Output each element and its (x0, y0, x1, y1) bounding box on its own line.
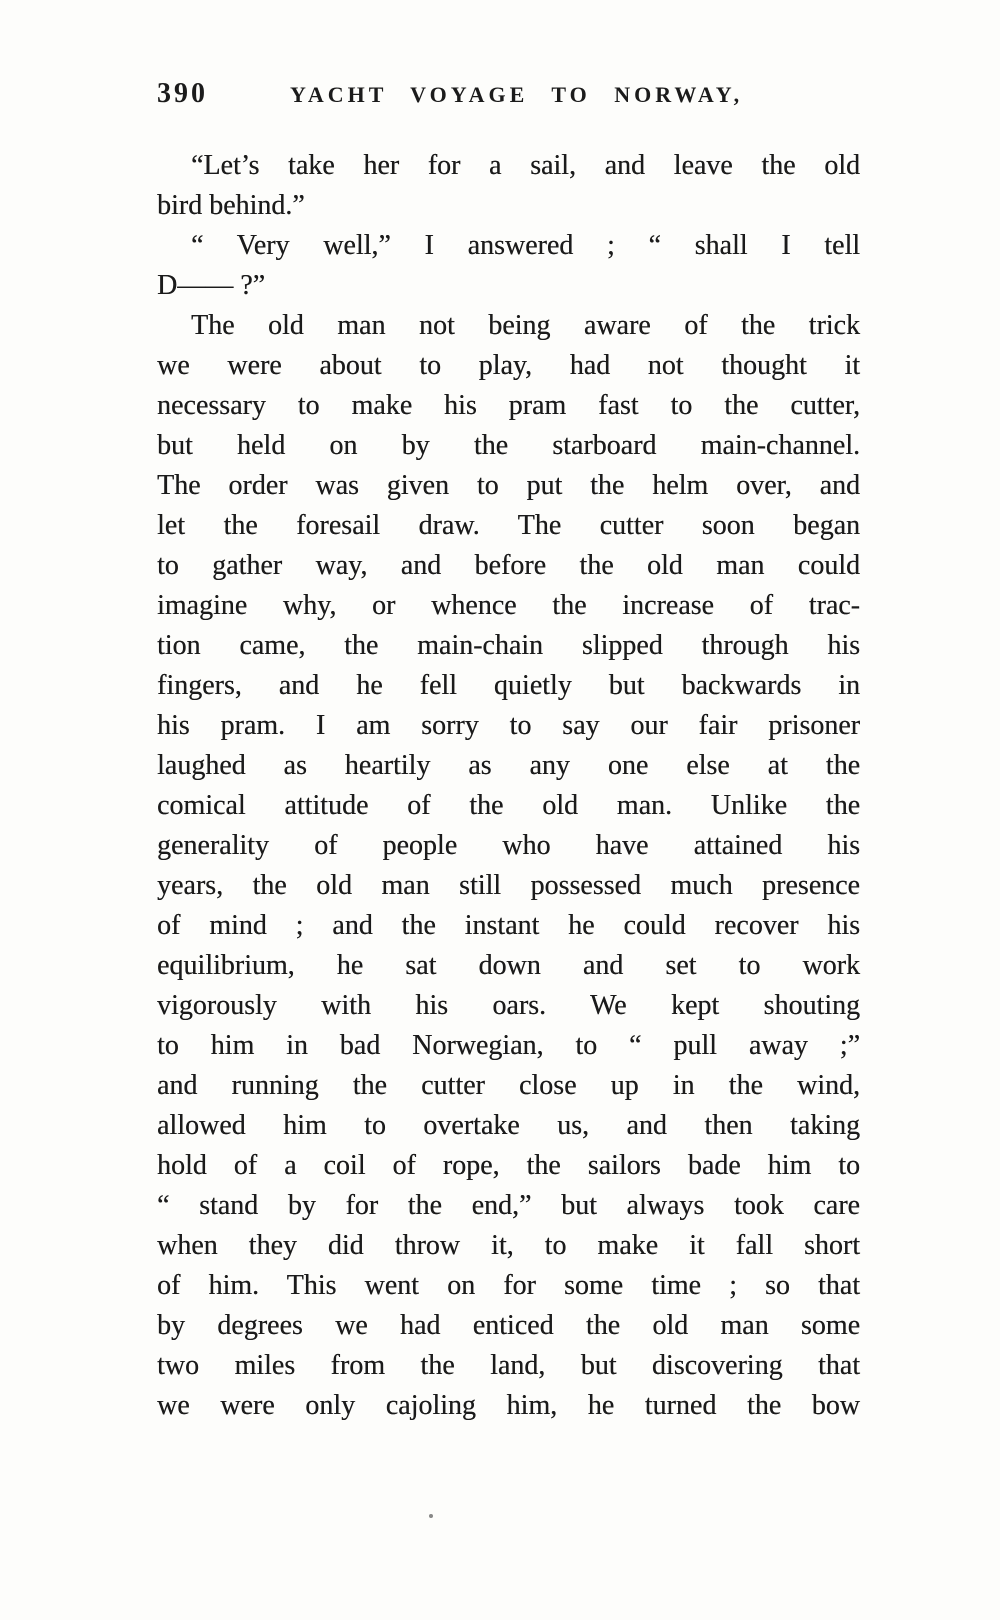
text-line: years, the old man still possessed much presence (157, 870, 860, 901)
text-line: imagine why, or whence the increase of trac- (157, 590, 860, 621)
text-line: necessary to make his pram fast to the cutter, (157, 390, 860, 421)
page-header (157, 78, 863, 110)
text-line: let the foresail draw. The cutter soon began (157, 510, 860, 541)
paragraph (157, 146, 860, 226)
text-line: fingers, and he fell quietly but backwards in (157, 670, 860, 701)
text-line: two miles from the land, but discovering that (157, 1350, 860, 1381)
page-body (157, 146, 860, 1426)
text-line: by degrees we had enticed the old man some (157, 1310, 860, 1341)
text-line: hold of a coil of rope, the sailors bade him to (157, 1150, 860, 1181)
text-line: when they did throw it, to make it fall short (157, 1230, 860, 1261)
text-line: his pram. I am sorry to say our fair prisoner (157, 710, 860, 741)
running-title: YACHT VOYAGE TO NORWAY, (290, 82, 744, 107)
text-line: of him. This went on for some time ; so that (157, 1270, 860, 1301)
text-line: to gather way, and before the old man could (157, 550, 860, 581)
text-line: comical attitude of the old man. Unlike the (157, 790, 860, 821)
text-line: of mind ; and the instant he could recover his (157, 910, 860, 941)
text-line: to him in bad Norwegian, to “ pull away ;” (157, 1030, 860, 1061)
text-line: “ Very well,” I answered ; “ shall I tell (191, 230, 860, 261)
text-line: “Let’s take her for a sail, and leave the old (191, 150, 860, 181)
text-line: D—— ?” (157, 270, 266, 301)
page-number: 390 (157, 78, 208, 109)
text-line: equilibrium, he sat down and set to work (157, 950, 860, 981)
paragraph (157, 306, 860, 1426)
text-line: The order was given to put the helm over, and (157, 470, 860, 501)
text-line: we were about to play, had not thought it (157, 350, 860, 381)
text-line: vigorously with his oars. We kept shouting (157, 990, 860, 1021)
text-line: but held on by the starboard main-channel. (157, 430, 860, 461)
text-line: tion came, the main-chain slipped through his (157, 630, 860, 661)
text-line: laughed as heartily as any one else at the (157, 750, 860, 781)
text-line: bird behind.” (157, 190, 305, 221)
text-line: and running the cutter close up in the wind, (157, 1070, 860, 1101)
text-line: allowed him to overtake us, and then taking (157, 1110, 860, 1141)
text-line: generality of people who have attained his (157, 830, 860, 861)
text-line: “ stand by for the end,” but always took care (157, 1190, 860, 1221)
scan-speck (429, 1514, 433, 1518)
text-line: we were only cajoling him, he turned the bow (157, 1390, 860, 1421)
text-line: The old man not being aware of the trick (191, 310, 860, 341)
paragraph (157, 226, 860, 306)
